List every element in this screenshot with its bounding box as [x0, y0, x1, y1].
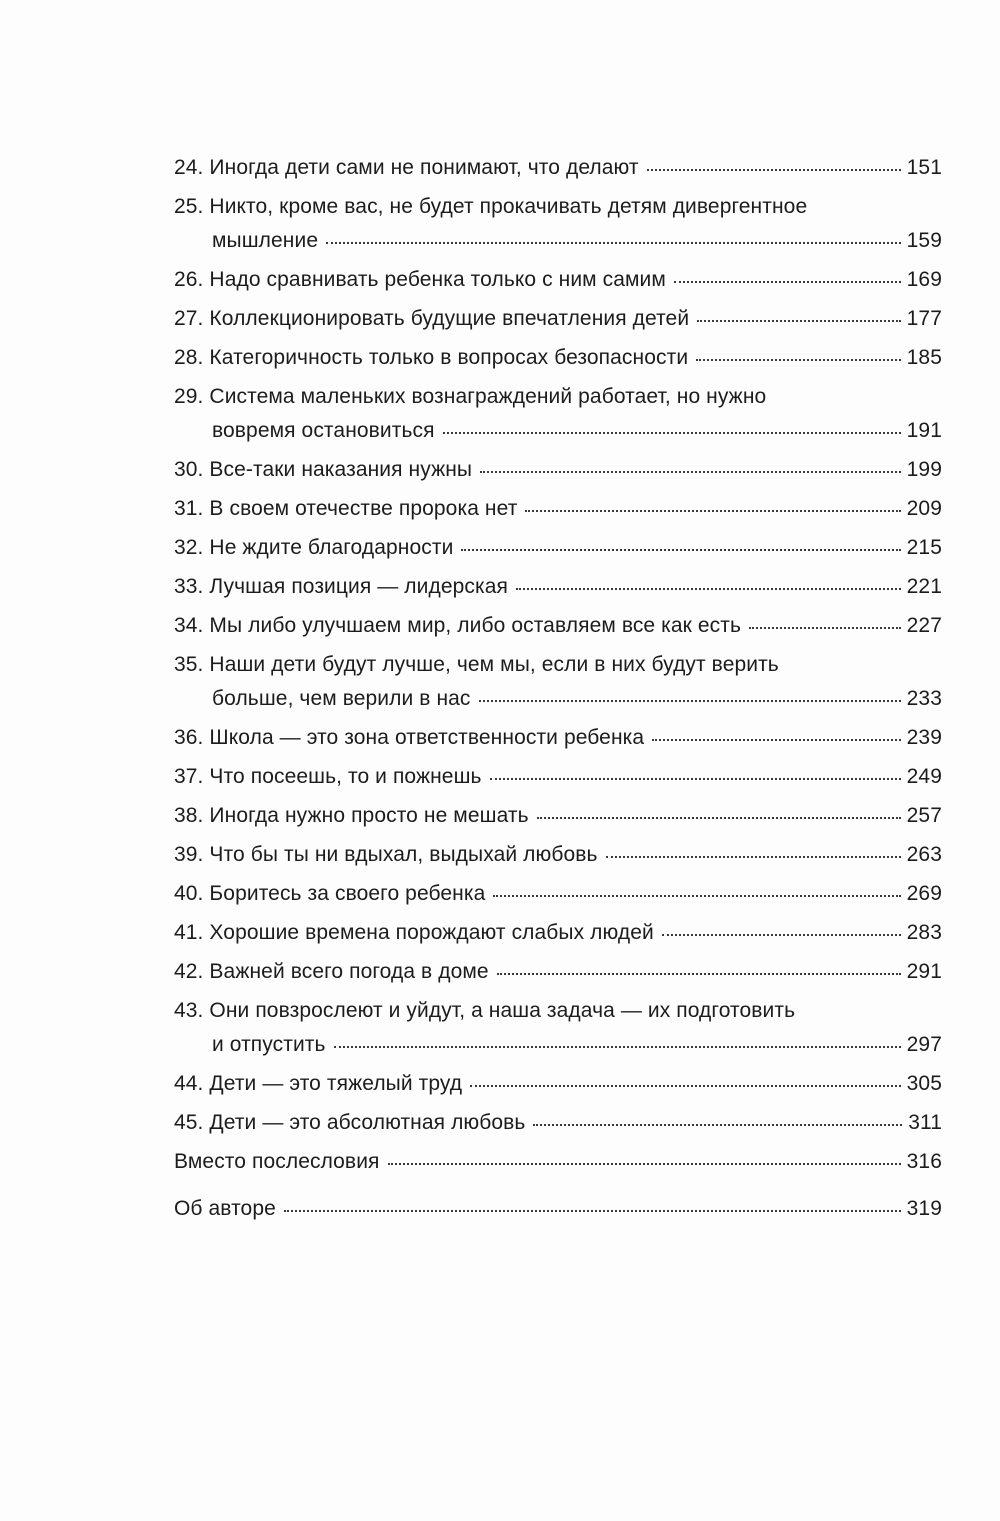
toc-entry — [174, 345, 942, 371]
dot-leader — [647, 169, 901, 171]
dot-leader — [443, 432, 901, 434]
toc-entry-page: 185 — [906, 346, 942, 369]
toc-entry-title: 38. Иногда нужно просто не мешать — [174, 804, 529, 827]
toc-entry-page: 159 — [906, 229, 942, 252]
toc-entry-page: 215 — [906, 536, 942, 559]
dot-leader — [525, 510, 900, 512]
dot-leader — [533, 1124, 902, 1126]
dot-leader — [497, 973, 901, 975]
table-of-contents — [174, 155, 942, 1235]
toc-entry-title: Вместо послесловия — [174, 1150, 380, 1173]
toc-entry-title: 33. Лучшая позиция — лидерская — [174, 575, 508, 598]
toc-entry-page: 177 — [906, 307, 942, 330]
toc-entry-title: 41. Хорошие времена порождают слабых людей — [174, 921, 654, 944]
dot-leader — [537, 817, 901, 819]
toc-entry-title: 28. Категоричность только в вопросах безопасности — [174, 346, 689, 369]
dot-leader — [493, 895, 900, 897]
toc-entry-title: 37. Что посеешь, то и пожнешь — [174, 765, 482, 788]
toc-entry-title: 36. Школа — это зона ответственности ребенка — [174, 726, 645, 749]
toc-entry — [174, 267, 942, 293]
toc-entry-title: 39. Что бы ты ни вдыхал, выдыхай любовь — [174, 843, 598, 866]
dot-leader — [662, 934, 901, 936]
toc-entry-title: 31. В своем отечестве пророка нет — [174, 497, 518, 520]
toc-entry — [174, 959, 942, 985]
dot-leader — [284, 1210, 901, 1212]
dot-leader — [334, 1046, 901, 1048]
toc-entry-page: 316 — [906, 1150, 942, 1173]
toc-entry — [174, 803, 942, 829]
toc-entry-page: 227 — [906, 614, 942, 637]
toc-entry-title: вовремя остановиться — [212, 419, 435, 442]
toc-entry — [174, 306, 942, 332]
toc-entry-page: 297 — [906, 1033, 942, 1056]
toc-entry — [174, 194, 942, 254]
dot-leader — [652, 739, 900, 741]
toc-entry-title: 32. Не ждите благодарности — [174, 536, 454, 559]
toc-entry-page: 199 — [906, 458, 942, 481]
dot-leader — [516, 588, 901, 590]
toc-entry — [174, 998, 942, 1058]
dot-leader — [674, 281, 901, 283]
toc-entry — [174, 535, 942, 561]
dot-leader — [479, 700, 901, 702]
dot-leader — [490, 778, 901, 780]
dot-leader — [697, 320, 900, 322]
toc-entry-title: 42. Важней всего погода в доме — [174, 960, 489, 983]
toc-entry — [174, 1110, 942, 1136]
toc-entry-page: 269 — [906, 882, 942, 905]
toc-entry-title-line1: 29. Система маленьких вознаграждений работает, но нужно — [174, 385, 767, 408]
toc-entry-page: 263 — [906, 843, 942, 866]
toc-entry — [174, 842, 942, 868]
dot-leader — [480, 471, 901, 473]
toc-entry-page: 191 — [906, 419, 942, 442]
toc-entry — [174, 384, 942, 444]
toc-entry — [174, 881, 942, 907]
toc-entry — [174, 652, 942, 712]
toc-entry-title: 45. Дети — это абсолютная любовь — [174, 1111, 526, 1134]
dot-leader — [696, 359, 900, 361]
toc-entry — [174, 457, 942, 483]
dot-leader — [326, 242, 901, 244]
toc-entry-page: 305 — [906, 1072, 942, 1095]
dot-leader — [749, 627, 901, 629]
toc-entry-title: и отпустить — [212, 1033, 326, 1056]
toc-entry-page: 151 — [906, 156, 942, 179]
toc-entry-title: мышление — [212, 229, 319, 252]
toc-entry-page: 169 — [906, 268, 942, 291]
toc-entry-page: 283 — [906, 921, 942, 944]
toc-entry-title: 40. Боритесь за своего ребенка — [174, 882, 486, 905]
toc-entry — [174, 920, 942, 946]
toc-entry — [174, 574, 942, 600]
toc-entry-about-author — [174, 1196, 942, 1222]
toc-entry-title-line1: 35. Наши дети будут лучше, чем мы, если в них будут верить — [174, 653, 779, 676]
toc-entry-title-line1: 25. Никто, кроме вас, не будет прокачивать детям дивергентное — [174, 195, 808, 218]
toc-entry — [174, 764, 942, 790]
dot-leader — [461, 549, 900, 551]
toc-entry-title: 27. Коллекционировать будущие впечатления детей — [174, 307, 690, 330]
toc-entry — [174, 155, 942, 181]
toc-entry-title: 24. Иногда дети сами не понимают, что делают — [174, 156, 639, 179]
toc-entry — [174, 613, 942, 639]
toc-entry-page: 311 — [908, 1111, 942, 1134]
toc-entry-page: 319 — [906, 1197, 942, 1220]
dot-leader — [470, 1085, 901, 1087]
toc-entry-title: 30. Все-таки наказания нужны — [174, 458, 473, 481]
toc-entry-page: 209 — [906, 497, 942, 520]
toc-entry-page: 233 — [906, 687, 942, 710]
toc-entry-page: 249 — [906, 765, 942, 788]
toc-entry-page: 239 — [906, 726, 942, 749]
toc-entry-page: 291 — [906, 960, 942, 983]
toc-entry-afterword — [174, 1149, 942, 1175]
toc-entry — [174, 496, 942, 522]
toc-entry-title: Об авторе — [174, 1197, 276, 1220]
dot-leader — [606, 856, 901, 858]
toc-entry-title: 34. Мы либо улучшаем мир, либо оставляем все как есть — [174, 614, 742, 637]
toc-entry-title-line1: 43. Они повзрослеют и уйдут, а наша задача — их подготовить — [174, 999, 796, 1022]
dot-leader — [388, 1163, 901, 1165]
toc-entry — [174, 725, 942, 751]
toc-entry-page: 257 — [906, 804, 942, 827]
toc-entry-title: 26. Надо сравнивать ребенка только с ним самим — [174, 268, 666, 291]
toc-entry-title: 44. Дети — это тяжелый труд — [174, 1072, 463, 1095]
toc-entry — [174, 1071, 942, 1097]
toc-entry-page: 221 — [906, 575, 942, 598]
toc-entry-title: больше, чем верили в нас — [212, 687, 471, 710]
